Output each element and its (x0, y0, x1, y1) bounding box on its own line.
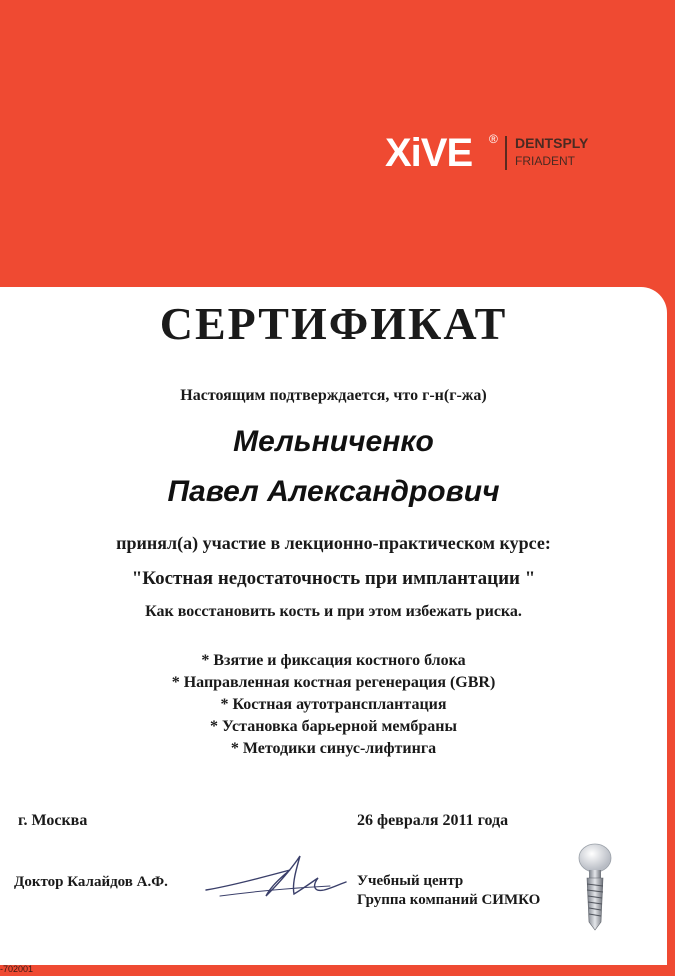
course-topic: * Установка барьерной мембраны (210, 718, 457, 735)
course-topic: * Взятие и фиксация костного блока (201, 652, 466, 669)
course-topics-list (0, 650, 667, 760)
logo-company: DENTSPLY (515, 135, 589, 151)
company-group: Группа компаний СИМКО (357, 892, 541, 908)
course-topic: * Костная аутотрансплантация (220, 696, 447, 713)
certificate-title: СЕРТИФИКАТ (159, 298, 508, 349)
logo-divider (505, 136, 507, 170)
logo-division: FRIADENT (515, 154, 575, 168)
participation-statement: принял(а) участие в лекционно-практическом курсе: (116, 533, 551, 553)
course-title: "Костная недостаточность при имплантации " (131, 568, 536, 589)
recipient-given-names: Павел Александрович (167, 475, 500, 508)
course-topic: * Методики синус-лифтинга (230, 740, 437, 757)
dental-implant-icon (572, 842, 618, 932)
certificate-intro: Настоящим подтверждается, что г-н(г-жа) (180, 387, 487, 404)
course-subtitle: Как восстановить кость и при этом избежать риска. (145, 603, 522, 620)
recipient-surname: Мельниченко (233, 425, 434, 458)
certificate-city: г. Москва (18, 812, 88, 829)
doctor-name: Доктор Калайдов А.Ф. (14, 874, 168, 890)
logo-brand: XiVE (385, 131, 473, 175)
document-code: -702001 (0, 964, 34, 974)
certificate-date: 26 февраля 2011 года (357, 812, 509, 829)
course-topic: * Направленная костная регенерация (GBR) (171, 674, 496, 691)
handwritten-signature (200, 848, 350, 908)
training-center: Учебный центр (357, 873, 464, 889)
logo-registered-mark: ® (489, 132, 498, 146)
